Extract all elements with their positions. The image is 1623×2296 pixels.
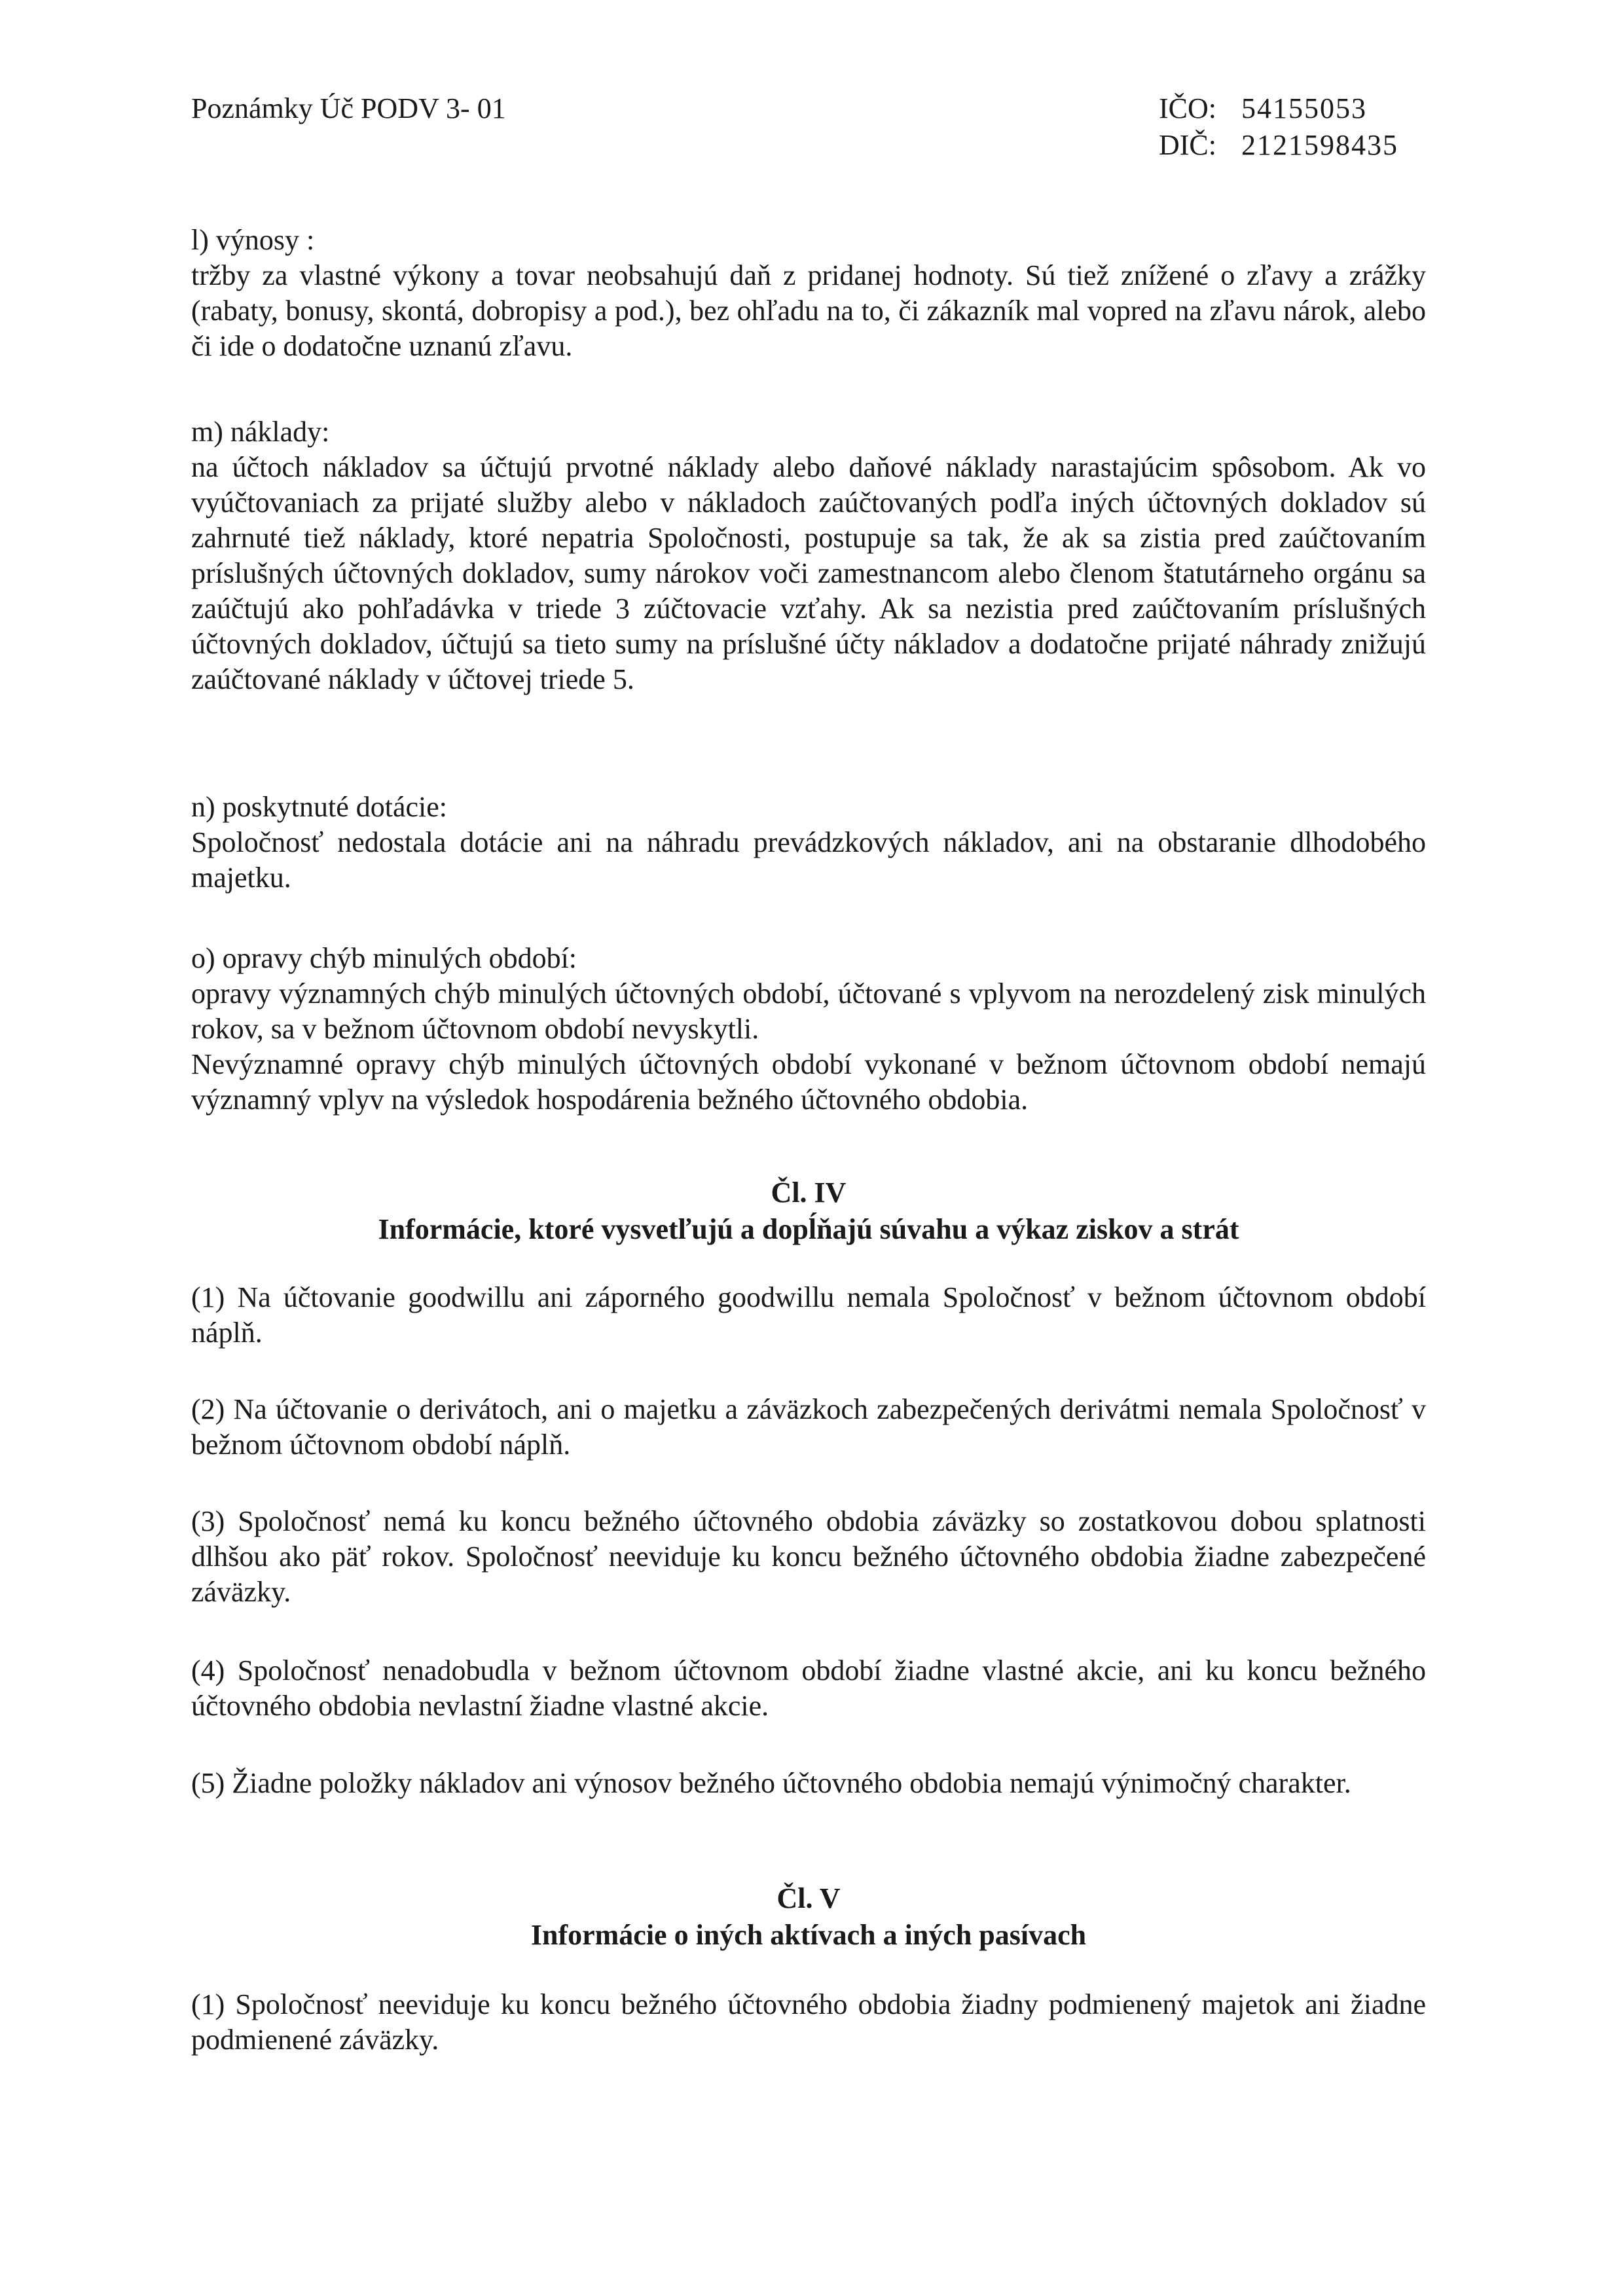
- article-4-paragraph-5: (5) Žiadne položky nákladov ani výnosov bežného účtovného obdobia nemajú výnimočný charakter.: [191, 1767, 1351, 1799]
- section-costs: [191, 414, 1426, 697]
- article-4-paragraph-1: (1) Na účtovanie goodwillu ani záporného goodwillu nemala Spoločnosť v bežnom účtovnom období náplň.: [191, 1281, 1426, 1349]
- article-5-heading: [191, 1880, 1426, 1954]
- article-title: Informácie o iných aktívach a iných pasívach: [530, 1919, 1087, 1951]
- article-4-paragraph-2: (2) Na účtovanie o derivátoch, ani o majetku a záväzkoch zabezpečených derivátmi nemala Spoločnosť v bežnom účtovnom období náplň.: [191, 1393, 1426, 1461]
- section-title: o) opravy chýb minulých období:: [191, 942, 577, 974]
- section-title: n) poskytnuté dotácie:: [191, 791, 448, 823]
- article-number: Čl. IV: [771, 1176, 847, 1209]
- article-5-paragraph-1: (1) Spoločnosť neeviduje ku koncu bežného účtovného obdobia žiadny podmienený majetok ani žiadne podmienené záväzky.: [191, 1988, 1426, 2056]
- dic-label: DIČ:: [1159, 129, 1216, 161]
- article-4-paragraph-4: (4) Spoločnosť nenadobudla v bežnom účtovnom období žiadne vlastné akcie, ani ku koncu bežného účtovného obdobia nevlastní žiadne vlastné akcie.: [191, 1654, 1426, 1722]
- company-identifiers: [1159, 90, 1398, 164]
- section-title: m) náklady:: [191, 416, 330, 448]
- section-revenues: [191, 223, 1426, 364]
- dic-value: 2121598435: [1241, 129, 1398, 161]
- article-4-paragraph-3: (3) Spoločnosť nemá ku koncu bežného účtovného obdobia záväzky so zostatkovou dobou splatnosti dlhšou ako päť rokov. Spoločnosť neeviduje ku koncu bežného účtovného obdobia žiadne zabezpečené záväzky.: [191, 1505, 1426, 1608]
- ico-value: 54155053: [1241, 92, 1367, 124]
- section-title: l) výnosy :: [191, 224, 315, 256]
- article-number: Čl. V: [776, 1882, 841, 1914]
- section-text: Spoločnosť nedostala dotácie ani na náhradu prevádzkových nákladov, ani na obstaranie dlhodobého majetku.: [191, 826, 1426, 894]
- ico-row: [1159, 90, 1398, 127]
- section-text: opravy významných chýb minulých účtovných období, účtované s vplyvom na nerozdelený zisk minulých rokov, sa v bežnom účtovnom období nevyskytli.: [191, 977, 1426, 1045]
- section-text: na účtoch nákladov sa účtujú prvotné náklady alebo daňové náklady narastajúcim spôsobom. Ak vo vyúčtovaniach za prijaté služby alebo v nákladoch zaúčtovaných podľa iných účtovných dokladov sú zahrnuté tiež náklady, ktoré nepatria Spoločnosti, postupuje sa tak, že ak sa zistia pred zaúčtovaním príslušných účtovných dokladov, sumy nárokov voči zamestnancom alebo členom štatutárneho orgánu sa zaúčtujú ako pohľadávka v triede 3 zúčtovacie vzťahy. Ak sa nezistia pred zaúčtovaním príslušných účtovných dokladov, účtujú sa tieto sumy na príslušné účty nákladov a dodatočne prijaté náhrady znižujú zaúčtované náklady v účtovej triede 5.: [191, 451, 1426, 695]
- ico-label: IČO:: [1159, 92, 1216, 124]
- section-error-corrections: [191, 941, 1426, 1118]
- dic-row: [1159, 127, 1398, 164]
- document-reference: Poznámky Úč PODV 3- 01: [191, 92, 506, 124]
- article-title: Informácie, ktoré vysvetľujú a dopĺňajú súvahu a výkaz ziskov a strát: [378, 1213, 1239, 1245]
- section-text: Nevýznamné opravy chýb minulých účtovných období vykonané v bežnom účtovnom období nemajú významný vplyv na výsledok hospodárenia bežného účtovného obdobia.: [191, 1048, 1426, 1116]
- section-text: tržby za vlastné výkony a tovar neobsahujú daň z pridanej hodnoty. Sú tiež znížené o zľavy a zrážky (rabaty, bonusy, skontá, dobropisy a pod.), bez ohľadu na to, či zákazník mal vopred na zľavu nárok, alebo či ide o dodatočne uznanú zľavu.: [191, 259, 1426, 362]
- section-subsidies: [191, 790, 1426, 896]
- article-4-heading: [191, 1175, 1426, 1248]
